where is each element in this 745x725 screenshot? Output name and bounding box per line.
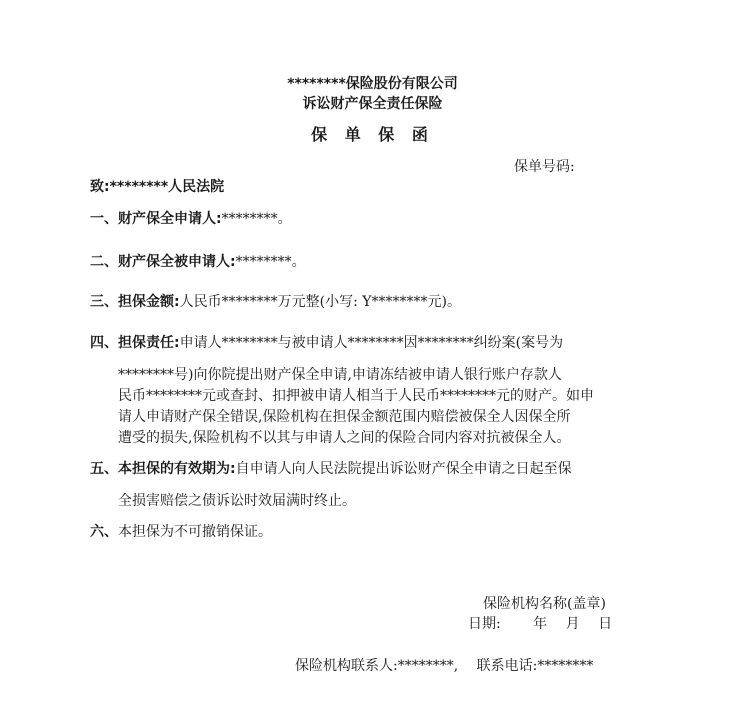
section-validity <box>90 460 572 478</box>
liability-line-4: 请人申请财产保全错误,保险机构在担保金额范围内赔偿被保全人因保全所 <box>118 409 571 425</box>
irrevocable-label: 六、 <box>90 524 118 540</box>
liability-line-5: 遭受的损失,保险机构不以其与申请人之间的保险合同内容对抗被保全人。 <box>118 430 571 446</box>
respondent-label: 二、财产保全被申请人: <box>90 254 236 270</box>
contact-line: 保险机构联系人:********, 联系电话:******** <box>295 658 594 674</box>
addressee-label: 致: <box>90 179 110 195</box>
addressee <box>90 178 224 196</box>
court-name: ********人民法院 <box>109 179 225 195</box>
company-name: ********保险股份有限公司 <box>287 76 458 92</box>
guarantee-amount-label: 三、担保金额: <box>90 294 180 310</box>
validity-line-2: 全损害赔偿之债诉讼时效届满时终止。 <box>118 493 356 509</box>
liability-line-2: ********号)向你院提出财产保全申请,申请冻结被申请人银行账户存款人 <box>118 367 562 383</box>
section-liability <box>90 334 563 352</box>
section-irrevocable <box>90 523 272 541</box>
respondent-value: ********。 <box>235 254 306 270</box>
insurance-product-name: 诉讼财产保全责任保险 <box>302 96 443 112</box>
applicant-value: ********。 <box>221 211 292 227</box>
section-applicant <box>90 210 292 228</box>
validity-line-1: 自申请人向人民法院提出诉讼财产保全申请之日起至保 <box>235 461 572 477</box>
document-title: 保 单 保 函 <box>311 125 434 144</box>
liability-label: 四、担保责任: <box>90 335 180 351</box>
guarantee-amount-value: 人民币********万元整(小写: Y********元)。 <box>179 294 461 310</box>
section-respondent <box>90 253 306 271</box>
liability-line-3: 民币********元或查封、扣押被申请人相当于人民币********元的财产。如申 <box>118 388 594 404</box>
policy-number-label: 保单号码: <box>514 159 575 175</box>
liability-line-1: 申请人********与被申请人********因********纠纷案(案号为 <box>179 335 564 351</box>
date-line: 日期: 年 月 日 <box>468 616 613 632</box>
insurer-seal-line: 保险机构名称(盖章) <box>483 596 606 612</box>
applicant-label: 一、财产保全申请人: <box>90 211 222 227</box>
irrevocable-value: 本担保为不可撤销保证。 <box>118 524 272 540</box>
section-guarantee-amount <box>90 293 461 311</box>
validity-label: 五、本担保的有效期为: <box>90 461 236 477</box>
